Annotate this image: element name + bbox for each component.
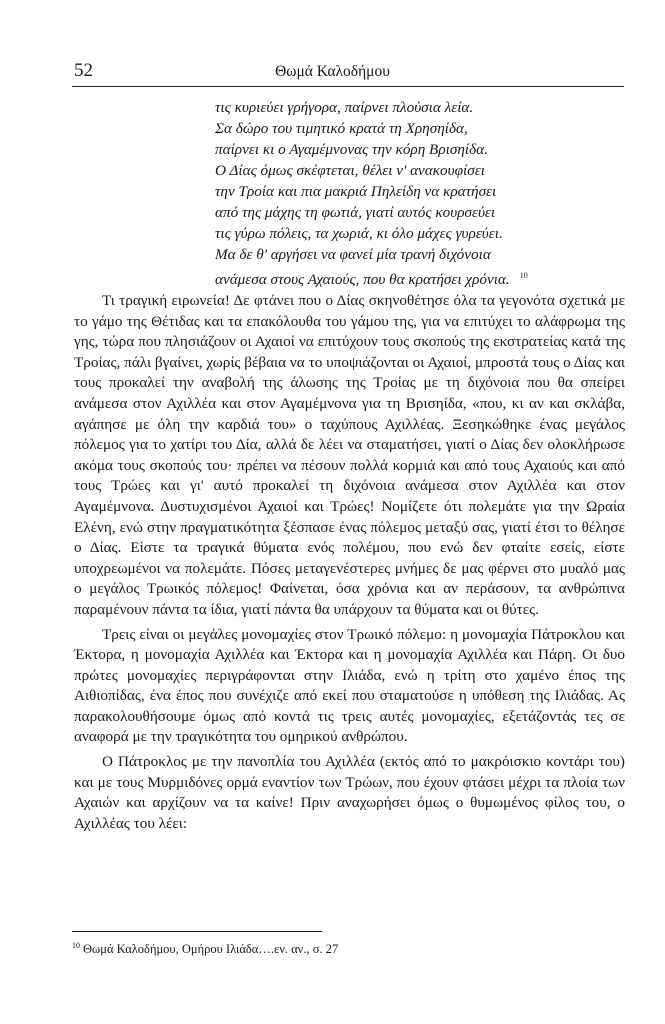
paragraph: Ο Πάτροκλος με την πανοπλία του Αχιλλέα (εκτός από το μακρόισκιο κοντάρι του) και με τους Μυρμιδόνες ορμά εναντίον των Τρώων, που έχουν φτάσει μέχρι τα πλοία των Αχαιών και αρχίζουν να τα καίνε! Πριν αναχωρήσει όμως ο θυμωμένος φίλος του, ο Αχιλλέας του λέει: [74, 753, 625, 832]
paragraph: Τι τραγική ειρωνεία! Δε φτάνει που ο Δίας σκηνοθέτησε όλα τα γεγονότα σχετικά με το γάμο της Θέτιδας και τα επακόλουθα του γάμου της, για να επιτύχει το αλάφρωμα της γης, τώρα που πλησιάζουν οι Αχαιοί να επιτύχουν τους σκοπούς της εκστρατείας κατά της Τροίας, πάλι βγαίνει, χωρίς βέβαια να το υποψιάζονται οι Αχαιοί, μπροστά τους ο Δίας και τους προκαλεί την αναβολή της άλωσης της Τροίας με τη διχόνοια που θα σπείρει ανάμεσα στον Αχιλλέα και στον Αγαμέμνονα για τη Βρισηίδα, «που, κι αν και σκλάβα, αγάπησε με όλη την καρδιά του» ο ταχύπους Αχιλλέας. Ξεσηκώθηκε ένας μεγάλος πόλεμος για το χατίρι του Δία, αλλά δε λέει να σταματήσει, γιατί ο Δίας δεν ολοκλήρωσε ακόμα τους σκοπούς του· πρέπει να πέσουν πολλά κορμιά και από τους Αχαιούς και από τους Τρώες και γι' αυτό προκαλεί τη διχόνοια ανάμεσα στον Αχιλλέα και στον Αγαμέμνονα. Δυστυχισμένοι Αχαιοί και Τρώες! Νομίζετε ότι πολεμάτε για την Ωραία Ελένη, ενώ στην πραγματικότητα ξέσπασε ένας πόλεμος μεταξύ σας, γιατί έτσι το θέλησε ο Δίας. Είστε τα τραγικά θύματα ενός πολέμου, που ενώ δεν φταίτε εσείς, είστε υποχρεωμένοι να πολεμάτε. Πόσες μεταγενέστερες μνήμες δε μας φέρνει στο μυαλό μας ο μεγάλος Τρωικός πόλεμος! Φαίνεται, όσα χρόνια και αν περάσουν, τα ανθρώπινα παραμένουν πάντα τα ίδια, γιατί πάντα θα υπάρχουν τα θύματα και οι θύτες. [74, 292, 625, 618]
verse-block [215, 97, 615, 289]
verse-line: από της μάχης τη φωτιά, γιατί αυτός κουρσεύει [215, 204, 496, 221]
verse-line: Μα δε θ' αργήσει να φανεί μία τρανή διχόνοια [215, 246, 491, 263]
running-head: Θωμά Καλοδήμου [275, 63, 390, 80]
page-number: 52 [74, 60, 93, 81]
footnote-reference[interactable]: 10 [519, 271, 528, 280]
verse-line-last [215, 265, 615, 289]
header-rule [72, 86, 624, 87]
footnote-text: Θωμά Καλοδήμου, Ομήρου Ιλιάδα….εν. αν., σ. 27 [83, 942, 339, 957]
footnote [72, 941, 338, 957]
verse-line-text: ανάμεσα στους Αχαιούς, που θα κρατήσει χρόνια. [215, 271, 510, 289]
verse-line: Ο Δίας όμως σκέφτεται, θέλει ν' ανακουφίσει [215, 162, 485, 179]
verse-line: τις κυριεύει γρήγορα, παίρνει πλούσια λεία. [215, 99, 474, 116]
verse-line: την Τροία και πια μακριά Πηλείδη να κρατήσει [215, 183, 497, 200]
body-text [74, 291, 625, 838]
verse-line: Σα δώρο του τιμητικό κρατά τη Χρησηίδα, [215, 120, 468, 137]
footnote-rule [72, 931, 322, 932]
footnote-number: 10 [72, 941, 80, 950]
verse-line: παίρνει κι ο Αγαμέμνονας την κόρη Βρισηίδα. [215, 141, 488, 158]
paragraph: Τρεις είναι οι μεγάλες μονομαχίες στον Τρωικό πόλεμο: η μονομαχία Πάτροκλου και Έκτορα, η μονομαχία Αχιλλέα και Έκτορα και η μονομαχία Αχιλλέα και Πάρη. Οι δυο πρώτες μονομαχίες περιγράφονται στην Ιλιάδα, ενώ η τρίτη στο χαμένο έπος της Αιθιοπίδας, ένα έπος που συνέχιζε από εκεί που σταματούσε η υπόθεση της Ιλιάδας. Ας παρακολουθήσουμε όμως από κοντά τις τρεις αυτές μονομαχίες, εξετάζοντάς τες σε αναφορά με την τραγικότητα του ομηρικού ανθρώπου. [74, 625, 625, 746]
verse-line: τις γύρω πόλεις, τα χωριά, κι όλο μάχες γυρεύει. [215, 225, 503, 242]
